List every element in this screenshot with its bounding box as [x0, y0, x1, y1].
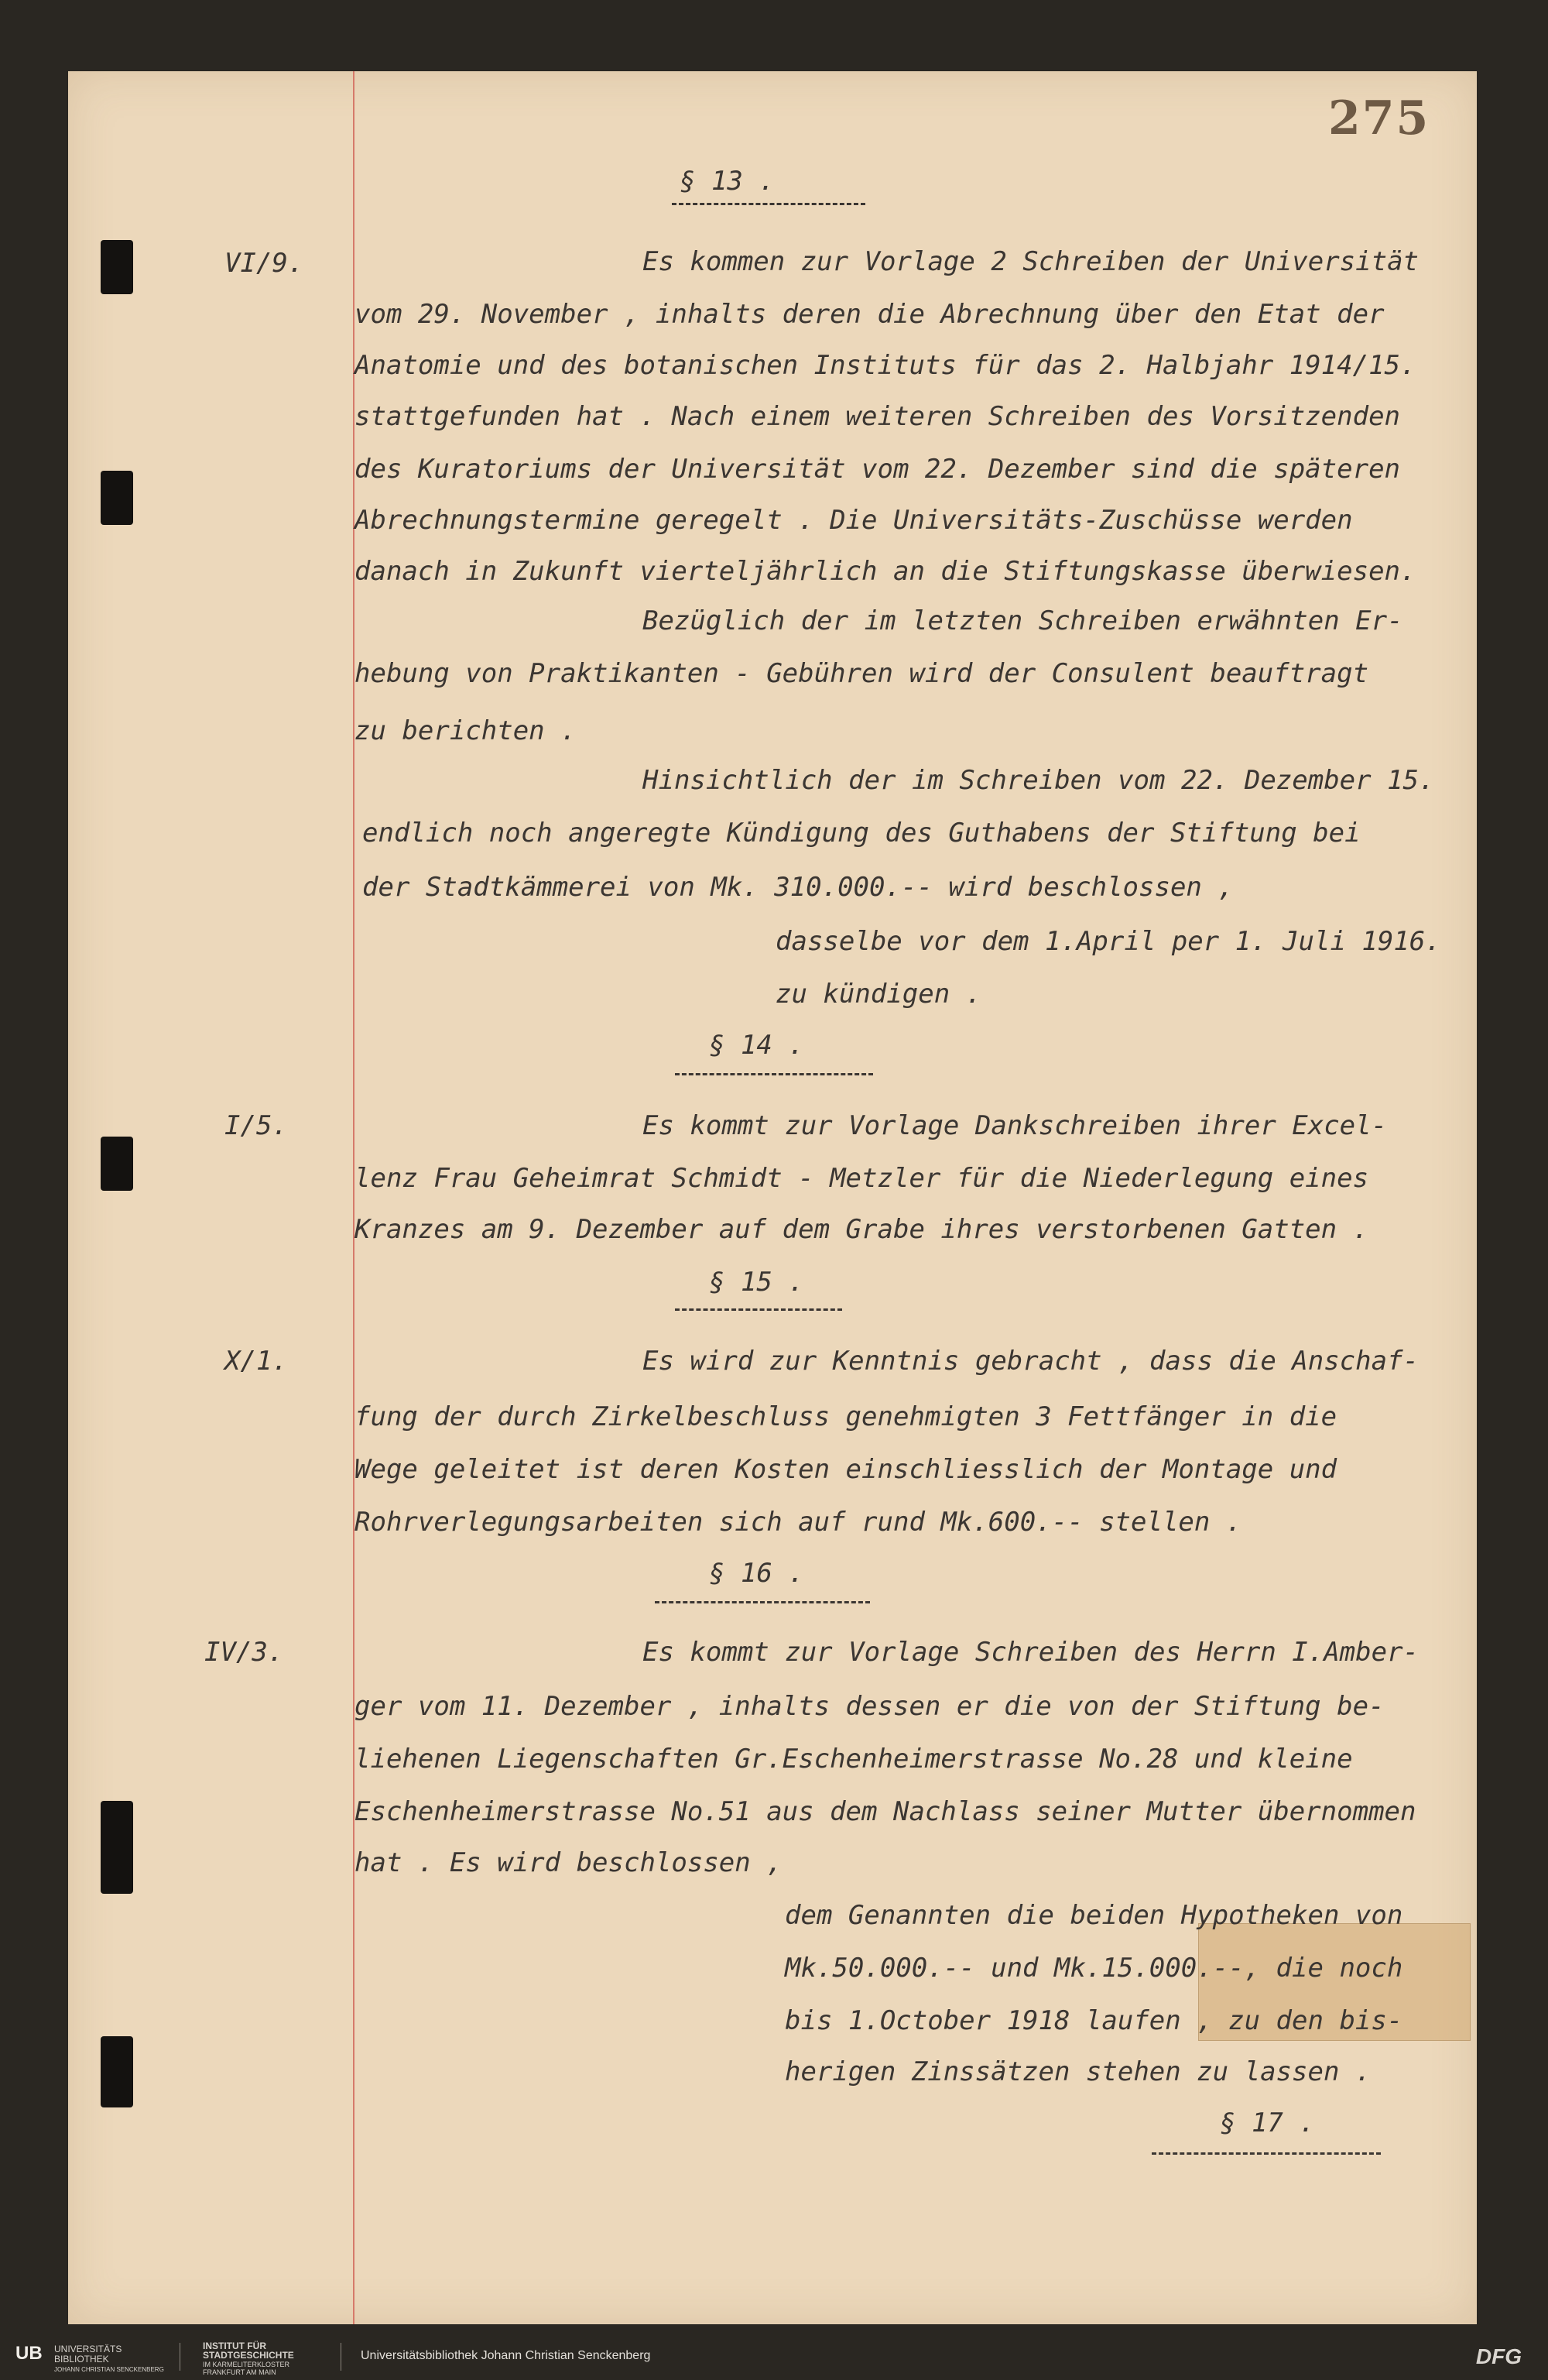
margin-note: X/1. — [224, 1346, 288, 1377]
text-line: Abrechnungstermine geregelt . Die Universitäts-Zuschüsse werden — [354, 505, 1353, 536]
section-heading: § 14 . — [709, 1030, 804, 1061]
margin-note: VI/9. — [224, 248, 304, 279]
text-line: bis 1.October 1918 laufen , zu den bis- — [785, 2005, 1403, 2036]
text-line: lenz Frau Geheimrat Schmidt - Metzler für die Niederlegung eines — [354, 1163, 1369, 1194]
text-line: Es kommen zur Vorlage 2 Schreiben der Universität — [642, 246, 1420, 277]
section-heading: § 13 . — [680, 166, 775, 197]
text-line: dem Genannten die beiden Hypotheken von — [785, 1900, 1403, 1931]
text-line: zu kündigen . — [776, 979, 982, 1010]
text-line: Es kommt zur Vorlage Schreiben des Herrn I.Amber- — [642, 1637, 1420, 1668]
text-line: Es kommt zur Vorlage Dankschreiben ihrer Excel- — [642, 1110, 1388, 1141]
text-line: Wege geleitet ist deren Kosten einschliesslich der Montage und — [354, 1454, 1337, 1485]
heading-underline — [655, 1601, 870, 1603]
library-line: UNIVERSITÄTS — [54, 2344, 122, 2354]
heading-underline — [1152, 2152, 1381, 2155]
text-line: zu berichten . — [354, 715, 577, 746]
text-line: Kranzes am 9. Dezember auf dem Grabe ihres verstorbenen Gatten . — [354, 1214, 1369, 1245]
institute-line: IM KARMELITERKLOSTER — [203, 2361, 290, 2368]
text-line: Bezüglich der im letzten Schreiben erwähnten Er- — [642, 605, 1403, 636]
text-line: Eschenheimerstrasse No.51 aus dem Nachlass seiner Mutter übernommen — [354, 1796, 1416, 1827]
ub-logo: UB — [15, 2343, 43, 2364]
punch-hole — [101, 1137, 133, 1191]
punch-hole — [101, 1801, 133, 1894]
text-line: stattgefunden hat . Nach einem weiteren Schreiben des Vorsitzenden — [354, 401, 1401, 432]
text-line: Es wird zur Kenntnis gebracht , dass die Anschaf- — [642, 1346, 1420, 1377]
text-line: Rohrverlegungsarbeiten sich auf rund Mk.600.-- stellen . — [354, 1507, 1242, 1538]
text-line: Hinsichtlich der im Schreiben vom 22. Dezember 15. — [642, 765, 1435, 796]
text-line: herigen Zinssätzen stehen zu lassen . — [785, 2056, 1372, 2087]
text-line: fung der durch Zirkelbeschluss genehmigten 3 Fettfänger in die — [354, 1401, 1337, 1432]
heading-underline — [672, 203, 865, 205]
text-line: hat . Es wird beschlossen , — [354, 1847, 783, 1878]
institute-line: STADTGESCHICHTE — [203, 2350, 294, 2361]
text-line: Mk.50.000.-- und Mk.15.000.--, die noch — [785, 1953, 1403, 1984]
heading-underline — [675, 1308, 842, 1311]
section-heading: § 16 . — [709, 1558, 804, 1589]
dfg-logo: DFG — [1475, 2344, 1522, 2368]
library-line: JOHANN CHRISTIAN SENCKENBERG — [54, 2366, 164, 2373]
margin-note: IV/3. — [204, 1637, 284, 1668]
page-number: 275 — [1328, 91, 1430, 146]
margin-note: I/5. — [224, 1110, 288, 1141]
footer-bar — [0, 2334, 1548, 2380]
text-line: hebung von Praktikanten - Gebühren wird der Consulent beauftragt — [354, 658, 1369, 689]
text-line: des Kuratoriums der Universität vom 22. Dezember sind die späteren — [354, 454, 1401, 485]
text-line: danach in Zukunft vierteljährlich an die Stiftungskasse überwiesen. — [354, 556, 1416, 587]
punch-hole — [101, 2036, 133, 2107]
text-line: endlich noch angeregte Kündigung des Guthabens der Stiftung bei — [362, 818, 1361, 849]
institute-line: INSTITUT FÜR — [203, 2341, 266, 2351]
text-line: Anatomie und des botanischen Instituts für das 2. Halbjahr 1914/15. — [354, 350, 1416, 381]
text-line: liehenen Liegenschaften Gr.Eschenheimerstrasse No.28 und kleine — [354, 1744, 1353, 1775]
text-line: dasselbe vor dem 1.April per 1. Juli 1916. — [776, 926, 1441, 957]
section-heading: § 17 . — [1220, 2107, 1315, 2138]
punch-hole — [101, 240, 133, 294]
section-heading: § 15 . — [709, 1267, 804, 1298]
punch-hole — [101, 471, 133, 525]
text-line: ger vom 11. Dezember , inhalts dessen er die von der Stiftung be- — [354, 1691, 1385, 1722]
text-line: vom 29. November , inhalts deren die Abrechnung über den Etat der — [354, 299, 1385, 330]
institute-line: FRANKFURT AM MAIN — [203, 2368, 276, 2376]
text-line: der Stadtkämmerei von Mk. 310.000.-- wird beschlossen , — [362, 872, 1234, 903]
library-line: BIBLIOTHEK — [54, 2354, 109, 2365]
footer-credit: Universitätsbibliothek Johann Christian Senckenberg — [361, 2349, 651, 2362]
heading-underline — [675, 1073, 873, 1075]
